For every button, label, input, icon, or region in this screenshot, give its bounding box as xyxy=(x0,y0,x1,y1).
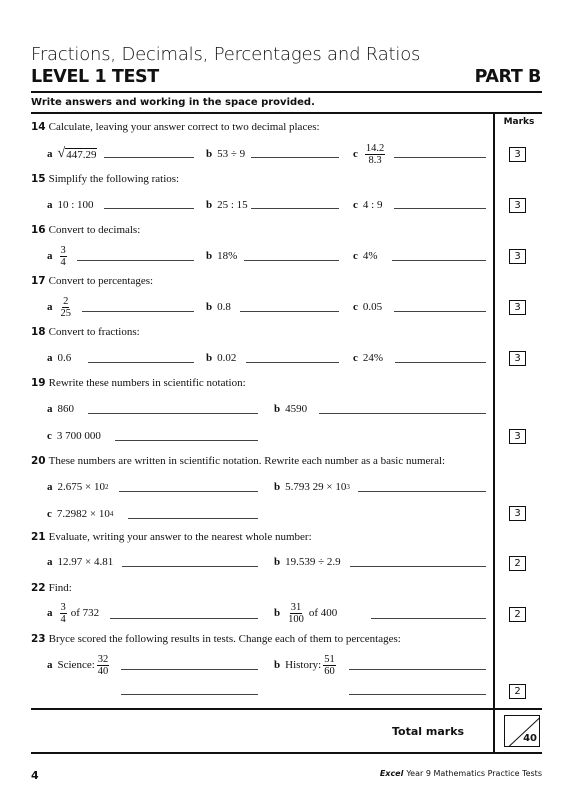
q21a-answer-line[interactable] xyxy=(122,566,258,567)
expression: 4590 xyxy=(285,403,308,415)
question-17 xyxy=(31,275,153,287)
book-title: Year 9 Mathematics Practice Tests xyxy=(406,769,542,778)
marks-box: 2 xyxy=(509,684,526,699)
question-18 xyxy=(31,326,140,338)
q20b-answer-line[interactable] xyxy=(358,491,486,492)
question-20 xyxy=(31,455,445,467)
question-number: 16 xyxy=(31,224,46,236)
q16-part-c xyxy=(353,243,378,269)
part-letter: c xyxy=(47,508,52,520)
marks-box: 3 xyxy=(509,300,526,315)
question-number: 17 xyxy=(31,275,46,287)
question-text: These numbers are written in scientific notation. Rewrite each number as a basic numeral: xyxy=(48,455,446,467)
part-letter: a xyxy=(47,352,53,364)
part-letter: b xyxy=(274,556,281,568)
expression: 7.2982 × 10 xyxy=(56,508,110,520)
part-letter: c xyxy=(47,430,52,442)
expression: 0.6 xyxy=(57,352,72,364)
footer-divider xyxy=(31,752,542,754)
expression: 24% xyxy=(362,352,384,364)
instructions: Write answers and working in the space provided. xyxy=(31,97,315,108)
q22-part-a xyxy=(47,600,99,626)
expression: 19.539 ÷ 2.9 xyxy=(285,556,341,568)
q19a-answer-line[interactable] xyxy=(88,413,258,414)
q20a-answer-line[interactable] xyxy=(119,491,258,492)
question-text: Rewrite these numbers in scientific notation: xyxy=(48,377,246,389)
q21-part-a xyxy=(47,549,113,575)
part-letter: a xyxy=(47,250,53,262)
question-22 xyxy=(31,582,72,594)
marks-box: 3 xyxy=(509,429,526,444)
part-letter: b xyxy=(274,607,281,619)
q20-part-b xyxy=(274,474,350,500)
q18-part-c xyxy=(353,345,383,371)
q22b-answer-line[interactable] xyxy=(371,618,486,619)
q14-part-b xyxy=(206,141,245,167)
part-letter: c xyxy=(353,250,358,262)
part-letter: a xyxy=(47,301,53,313)
q19b-answer-line[interactable] xyxy=(319,413,486,414)
q17-part-b xyxy=(206,294,231,320)
question-text: Calculate, leaving your answer correct to two decimal places: xyxy=(48,121,320,133)
q14-part-c xyxy=(353,141,387,167)
marks-box: 2 xyxy=(509,556,526,571)
part-label: PART B xyxy=(474,67,541,87)
expression: 5.793 29 × 10 xyxy=(285,481,347,493)
q15c-answer-line[interactable] xyxy=(394,208,486,209)
question-14 xyxy=(31,121,320,133)
part-letter: a xyxy=(47,607,53,619)
q23b-answer-line[interactable] xyxy=(349,669,486,670)
q20-part-a xyxy=(47,474,108,500)
q17b-answer-line[interactable] xyxy=(240,311,339,312)
q19-part-b xyxy=(274,396,307,422)
footer-text xyxy=(380,769,542,778)
q14a-answer-line[interactable] xyxy=(104,157,194,158)
fraction: $\frac{2}{25}$ xyxy=(60,295,71,319)
expression: 2.675 × 10 xyxy=(57,481,105,493)
expression: 53 ÷ 9 xyxy=(217,148,246,160)
question-text: Convert to decimals: xyxy=(48,224,141,236)
expression: 4% xyxy=(362,250,378,262)
test-heading xyxy=(31,67,541,93)
header-divider xyxy=(31,91,542,93)
question-text: Convert to percentages: xyxy=(48,275,154,287)
q18a-answer-line[interactable] xyxy=(88,362,194,363)
expression: 0.8 xyxy=(217,301,231,313)
radicand: 447.29 xyxy=(66,148,97,161)
expression: 3 700 000 xyxy=(56,430,101,442)
marks-box: 2 xyxy=(509,607,526,622)
marks-box: 3 xyxy=(509,249,526,264)
expression: 860 xyxy=(57,403,74,415)
marks-box: 3 xyxy=(509,147,526,162)
q22-part-b xyxy=(274,600,337,626)
expression: 0.02 xyxy=(217,352,237,364)
instructions-divider xyxy=(31,112,542,114)
q14c-answer-line[interactable] xyxy=(394,157,486,158)
subject-label: Science: xyxy=(57,659,95,671)
question-text: Convert to fractions: xyxy=(48,326,140,338)
total-divider xyxy=(31,708,542,710)
fraction: $\frac{14.2}{8.3}$ xyxy=(365,142,385,166)
q16c-answer-line[interactable] xyxy=(392,260,486,261)
fraction: $\frac{32}{40}$ xyxy=(97,653,109,677)
part-letter: c xyxy=(353,352,358,364)
marks-heading: Marks xyxy=(503,117,535,127)
question-number: 14 xyxy=(31,121,46,133)
question-21 xyxy=(31,531,312,543)
q17a-answer-line[interactable] xyxy=(82,311,194,312)
question-number: 15 xyxy=(31,173,46,185)
expression: 18% xyxy=(217,250,238,262)
subject-label: History: xyxy=(285,659,322,671)
marks-column-divider xyxy=(493,113,495,753)
question-text: Bryce scored the following results in tests. Change each of them to percentages: xyxy=(48,633,401,645)
q23a-working-line[interactable] xyxy=(121,694,258,695)
q15-part-b xyxy=(206,192,248,218)
q23a-answer-line[interactable] xyxy=(121,669,258,670)
question-23 xyxy=(31,633,401,645)
q14b-answer-line[interactable] xyxy=(251,157,339,158)
expression: 10 : 100 xyxy=(57,199,94,211)
expression: 4 : 9 xyxy=(362,199,383,211)
part-letter: a xyxy=(47,199,53,211)
q15b-answer-line[interactable] xyxy=(251,208,339,209)
q18-part-a xyxy=(47,345,71,371)
expression: 25 : 15 xyxy=(217,199,248,211)
fraction: $\frac{31}{100}$ xyxy=(288,601,304,625)
fraction: $\frac{3}{4}$ xyxy=(60,244,66,268)
total-marks-value: 40 xyxy=(523,733,537,744)
expression: of 400 xyxy=(308,607,338,619)
question-text: Simplify the following ratios: xyxy=(48,173,180,185)
part-letter: b xyxy=(206,250,213,262)
square-root-expression xyxy=(58,147,98,162)
question-number: 23 xyxy=(31,633,46,645)
q16-part-b xyxy=(206,243,237,269)
marks-box: 3 xyxy=(509,351,526,366)
q20-part-c xyxy=(47,501,113,527)
part-letter: b xyxy=(206,352,213,364)
question-15 xyxy=(31,173,179,185)
fraction: $\frac{3}{4}$ xyxy=(60,601,66,625)
q23-part-a xyxy=(47,652,111,678)
total-marks-label: Total marks xyxy=(392,725,465,738)
marks-box: 3 xyxy=(509,198,526,213)
q18-part-b xyxy=(206,345,236,371)
question-number: 19 xyxy=(31,377,46,389)
q21b-answer-line[interactable] xyxy=(350,566,486,567)
q17c-answer-line[interactable] xyxy=(394,311,486,312)
part-letter: a xyxy=(47,659,53,671)
q22a-answer-line[interactable] xyxy=(110,618,258,619)
part-letter: a xyxy=(47,556,53,568)
q17-part-c xyxy=(353,294,382,320)
q18c-answer-line[interactable] xyxy=(395,362,486,363)
question-text: Evaluate, writing your answer to the nearest whole number: xyxy=(48,531,312,543)
part-letter: b xyxy=(274,481,281,493)
q21-part-b xyxy=(274,549,341,575)
expression: 0.05 xyxy=(362,301,383,313)
q15-part-c xyxy=(353,192,382,218)
part-letter: b xyxy=(206,301,213,313)
part-letter: b xyxy=(206,148,213,160)
exponent: 3 xyxy=(346,483,350,491)
page-number: 4 xyxy=(31,769,39,782)
expression: 12.97 × 4.81 xyxy=(57,556,114,568)
part-letter: c xyxy=(353,148,358,160)
q16b-answer-line[interactable] xyxy=(244,260,339,261)
part-letter: b xyxy=(274,403,281,415)
question-number: 22 xyxy=(31,582,46,594)
exponent: 4 xyxy=(109,510,114,518)
exponent: 2 xyxy=(104,483,109,491)
brand-name: Excel xyxy=(379,769,404,778)
part-letter: c xyxy=(353,199,358,211)
q23-part-b xyxy=(274,652,338,678)
part-letter: a xyxy=(47,148,53,160)
q23b-working-line[interactable] xyxy=(349,694,486,695)
fraction: $\frac{51}{60}$ xyxy=(324,653,335,677)
question-text: Find: xyxy=(48,582,72,594)
section-title: Fractions, Decimals, Percentages and Ratios xyxy=(31,44,421,65)
question-number: 20 xyxy=(31,455,46,467)
q16-part-a xyxy=(47,243,69,269)
q14-part-a xyxy=(47,141,97,167)
total-marks-box xyxy=(504,715,540,747)
question-number: 18 xyxy=(31,326,46,338)
q19-part-a xyxy=(47,396,74,422)
marks-box: 3 xyxy=(509,506,526,521)
part-letter: a xyxy=(47,403,53,415)
q15-part-a xyxy=(47,192,94,218)
part-letter: b xyxy=(206,199,213,211)
question-19 xyxy=(31,377,246,389)
q18b-answer-line[interactable] xyxy=(246,362,339,363)
question-16 xyxy=(31,224,140,236)
radical-sign-icon: √ xyxy=(57,145,66,161)
q17-part-a xyxy=(47,294,74,320)
question-number: 21 xyxy=(31,531,46,543)
part-letter: a xyxy=(47,481,53,493)
part-letter: b xyxy=(274,659,281,671)
q19c-answer-line[interactable] xyxy=(115,440,258,441)
part-letter: c xyxy=(353,301,358,313)
q16a-answer-line[interactable] xyxy=(77,260,194,261)
q19-part-c xyxy=(47,423,101,449)
q15a-answer-line[interactable] xyxy=(104,208,194,209)
q20c-answer-line[interactable] xyxy=(128,518,258,519)
level-label: LEVEL 1 TEST xyxy=(31,67,159,87)
expression: of 732 xyxy=(70,607,100,619)
